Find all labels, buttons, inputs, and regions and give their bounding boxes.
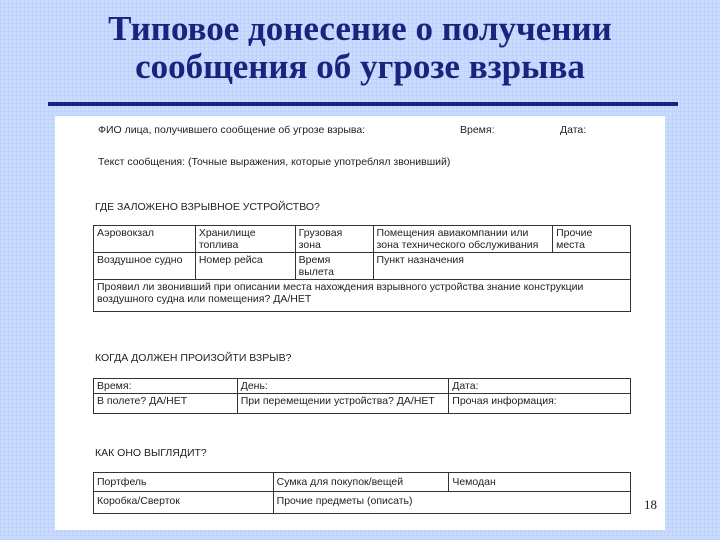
message-label: Текст сообщения: (Точные выражения, которые употреблял звонивший) [98,156,451,168]
cell-on-move: При перемещении устройства? ДА/НЕТ [237,394,449,414]
look-heading: КАК ОНО ВЫГЛЯДИТ? [95,447,207,459]
when-row-1 [94,379,631,394]
when-heading: КОГДА ДОЛЖЕН ПРОИЗОЙТИ ВЗРЫВ? [95,352,292,364]
cell-other-items: Прочие предметы (описать) [273,492,630,514]
page-number: 18 [644,497,657,512]
location-table [93,225,631,312]
look-table [93,472,631,514]
cell-cargo: Грузовая зона [295,226,373,253]
location-row-3 [94,280,631,312]
cell-airline-premises: Помещения авиакомпании или зона технического обслуживания [373,226,553,253]
title-line-1: Типовое донесение о получении [108,9,612,48]
cell-when-date: Дата: [449,379,631,394]
location-row-2 [94,253,631,280]
slide-title [0,10,720,86]
title-line-2: сообщения об угрозе взрыва [135,47,585,86]
cell-caller-knowledge: Проявил ли звонивший при описании места нахождения взрывного устройства знание конструкции воздушного судна или помещения? ДА/НЕТ [94,280,631,312]
cell-when-time: Время: [94,379,238,394]
cell-departure-time: Время вылета [295,253,373,280]
cell-other-places: Прочие места [553,226,631,253]
title-underline [48,102,678,106]
cell-in-flight: В полете? ДА/НЕТ [94,394,238,414]
date-label: Дата: [560,124,587,136]
cell-when-day: День: [237,379,449,394]
time-label: Время: [460,124,495,136]
cell-other-info: Прочая информация: [449,394,631,414]
cell-shopping-bag: Сумка для покупок/вещей [273,473,449,492]
cell-briefcase: Портфель [94,473,274,492]
look-row-1 [94,473,631,492]
report-form [55,116,665,530]
cell-terminal: Аэровокзал [94,226,196,253]
cell-destination: Пункт назначения [373,253,630,280]
fio-label: ФИО лица, получившего сообщение об угрозе взрыва: [98,124,366,136]
cell-suitcase: Чемодан [449,473,631,492]
when-row-2 [94,394,631,414]
cell-aircraft: Воздушное судно [94,253,196,280]
cell-box-parcel: Коробка/Сверток [94,492,274,514]
cell-flight-number: Номер рейса [195,253,295,280]
look-row-2 [94,492,631,514]
location-row-1 [94,226,631,253]
cell-fuel-storage: Хранилище топлива [195,226,295,253]
when-table [93,378,631,414]
location-heading: ГДЕ ЗАЛОЖЕНО ВЗРЫВНОЕ УСТРОЙСТВО? [95,201,320,213]
